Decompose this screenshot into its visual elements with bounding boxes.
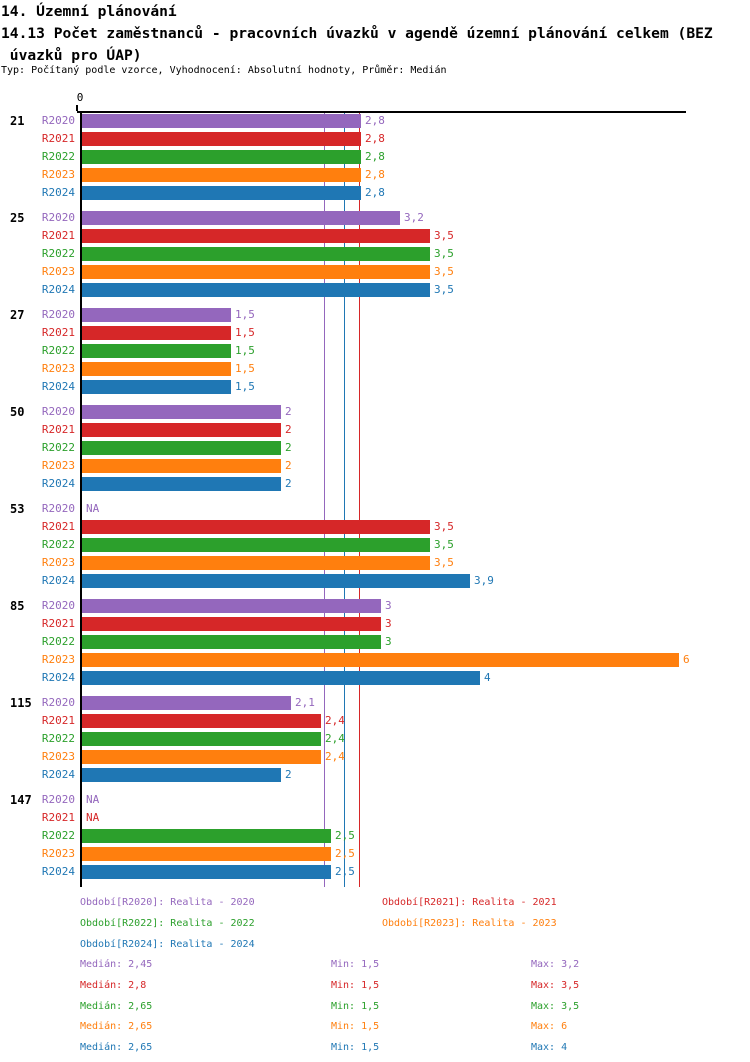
series-label: R2024 bbox=[41, 283, 75, 296]
bar bbox=[82, 653, 679, 667]
bar-value-label: 3,5 bbox=[434, 265, 454, 278]
bar bbox=[82, 283, 430, 297]
series-label: R2021 bbox=[41, 132, 75, 145]
series-label: R2020 bbox=[41, 793, 75, 806]
bar bbox=[82, 732, 321, 746]
group-label: 85 bbox=[10, 599, 25, 613]
legend-item: Období[R2022]: Realita - 2022 bbox=[80, 918, 255, 929]
group-label: 115 bbox=[10, 696, 32, 710]
bar bbox=[82, 168, 361, 182]
bar bbox=[82, 186, 361, 200]
bar bbox=[82, 150, 361, 164]
stat-min: Min: 1,5 bbox=[331, 980, 380, 991]
bar bbox=[82, 671, 480, 685]
bar-value-label: 2 bbox=[285, 477, 292, 490]
bar bbox=[82, 829, 331, 843]
bar bbox=[82, 617, 381, 631]
series-label: R2023 bbox=[41, 847, 75, 860]
bar-value-label: 3,2 bbox=[404, 211, 424, 224]
bar bbox=[82, 344, 231, 358]
bar-value-label: 3,5 bbox=[434, 556, 454, 569]
bar-value-label: 3 bbox=[385, 599, 392, 612]
bar bbox=[82, 265, 430, 279]
series-label: R2020 bbox=[41, 502, 75, 515]
na-value-label: NA bbox=[86, 793, 100, 806]
bar bbox=[82, 247, 430, 261]
series-label: R2023 bbox=[41, 750, 75, 763]
series-label: R2023 bbox=[41, 265, 75, 278]
bar-value-label: 6 bbox=[683, 653, 690, 666]
bar-value-label: 2,5 bbox=[335, 829, 355, 842]
bar-value-label: 2,4 bbox=[325, 732, 345, 745]
bar bbox=[82, 441, 281, 455]
x-axis-zero-label: 0 bbox=[76, 91, 84, 104]
na-value-label: NA bbox=[86, 502, 100, 515]
bar bbox=[82, 459, 281, 473]
series-label: R2024 bbox=[41, 477, 75, 490]
stat-median: Medián: 2,65 bbox=[80, 1021, 153, 1032]
series-label: R2020 bbox=[41, 211, 75, 224]
chart-meta: Typ: Počítaný podle vzorce, Vyhodnocení: Absolutní hodnoty, Průměr: Medián bbox=[1, 65, 447, 76]
bar bbox=[82, 132, 361, 146]
stat-min: Min: 1,5 bbox=[331, 959, 380, 970]
bar-value-label: 3,5 bbox=[434, 538, 454, 551]
bar-value-label: 2,8 bbox=[365, 186, 385, 199]
stat-median: Medián: 2,8 bbox=[80, 980, 147, 991]
legend-item: Období[R2020]: Realita - 2020 bbox=[80, 897, 255, 908]
bar-value-label: 3,5 bbox=[434, 229, 454, 242]
series-label: R2024 bbox=[41, 186, 75, 199]
series-label: R2022 bbox=[41, 635, 75, 648]
x-axis-line bbox=[77, 111, 686, 113]
bar bbox=[82, 229, 430, 243]
bar bbox=[82, 538, 430, 552]
stat-max: Max: 4 bbox=[531, 1042, 568, 1053]
bar-value-label: 1,5 bbox=[235, 326, 255, 339]
series-label: R2021 bbox=[41, 617, 75, 630]
bar-value-label: 2,8 bbox=[365, 168, 385, 181]
bar bbox=[82, 714, 321, 728]
bar-value-label: 2,1 bbox=[295, 696, 315, 709]
bar-value-label: 3,5 bbox=[434, 283, 454, 296]
bar-value-label: 2,8 bbox=[365, 114, 385, 127]
bar bbox=[82, 308, 231, 322]
bar-value-label: 3,5 bbox=[434, 520, 454, 533]
bar bbox=[82, 635, 381, 649]
series-label: R2022 bbox=[41, 441, 75, 454]
series-label: R2023 bbox=[41, 362, 75, 375]
bar-value-label: 2,8 bbox=[365, 132, 385, 145]
series-label: R2023 bbox=[41, 653, 75, 666]
legend-item: Období[R2024]: Realita - 2024 bbox=[80, 939, 255, 950]
series-label: R2022 bbox=[41, 247, 75, 260]
series-label: R2020 bbox=[41, 696, 75, 709]
stat-max: Max: 3,5 bbox=[531, 1001, 580, 1012]
bar bbox=[82, 847, 331, 861]
series-label: R2023 bbox=[41, 168, 75, 181]
bar-value-label: 1,5 bbox=[235, 344, 255, 357]
bar bbox=[82, 362, 231, 376]
bar-value-label: 2 bbox=[285, 459, 292, 472]
series-label: R2020 bbox=[41, 114, 75, 127]
stat-median: Medián: 2,45 bbox=[80, 959, 153, 970]
series-label: R2024 bbox=[41, 768, 75, 781]
bar bbox=[82, 211, 400, 225]
bar bbox=[82, 865, 331, 879]
bar-value-label: 4 bbox=[484, 671, 491, 684]
stat-median: Medián: 2,65 bbox=[80, 1001, 153, 1012]
series-label: R2022 bbox=[41, 150, 75, 163]
legend-item: Období[R2021]: Realita - 2021 bbox=[382, 897, 557, 908]
bar-value-label: 2 bbox=[285, 441, 292, 454]
series-label: R2020 bbox=[41, 405, 75, 418]
bar-value-label: 3 bbox=[385, 635, 392, 648]
series-label: R2021 bbox=[41, 326, 75, 339]
bar bbox=[82, 380, 231, 394]
bar bbox=[82, 405, 281, 419]
bar bbox=[82, 114, 361, 128]
bar bbox=[82, 768, 281, 782]
group-label: 27 bbox=[10, 308, 25, 322]
bar-value-label: 3,9 bbox=[474, 574, 494, 587]
series-label: R2023 bbox=[41, 556, 75, 569]
group-label: 21 bbox=[10, 114, 25, 128]
stat-min: Min: 1,5 bbox=[331, 1042, 380, 1053]
group-label: 147 bbox=[10, 793, 32, 807]
bar-value-label: 2,5 bbox=[335, 847, 355, 860]
bar bbox=[82, 423, 281, 437]
series-label: R2020 bbox=[41, 308, 75, 321]
bar bbox=[82, 574, 470, 588]
series-label: R2024 bbox=[41, 671, 75, 684]
stat-max: Max: 6 bbox=[531, 1021, 568, 1032]
bar-value-label: 2 bbox=[285, 768, 292, 781]
bar bbox=[82, 696, 291, 710]
bar-value-label: 2,4 bbox=[325, 714, 345, 727]
series-label: R2022 bbox=[41, 732, 75, 745]
series-label: R2024 bbox=[41, 380, 75, 393]
chart-title-line2: úvazků pro ÚAP) bbox=[1, 47, 142, 64]
series-label: R2021 bbox=[41, 811, 75, 824]
bar bbox=[82, 556, 430, 570]
bar bbox=[82, 520, 430, 534]
bar-value-label: 1,5 bbox=[235, 380, 255, 393]
na-value-label: NA bbox=[86, 811, 100, 824]
stat-min: Min: 1,5 bbox=[331, 1001, 380, 1012]
stat-min: Min: 1,5 bbox=[331, 1021, 380, 1032]
bar-value-label: 3,5 bbox=[434, 247, 454, 260]
series-label: R2022 bbox=[41, 829, 75, 842]
stat-median: Medián: 2,65 bbox=[80, 1042, 153, 1053]
bar-value-label: 1,5 bbox=[235, 362, 255, 375]
series-label: R2022 bbox=[41, 538, 75, 551]
bar bbox=[82, 477, 281, 491]
group-label: 53 bbox=[10, 502, 25, 516]
group-label: 50 bbox=[10, 405, 25, 419]
series-label: R2024 bbox=[41, 574, 75, 587]
bar-value-label: 2 bbox=[285, 405, 292, 418]
bar bbox=[82, 750, 321, 764]
stat-max: Max: 3,5 bbox=[531, 980, 580, 991]
series-label: R2021 bbox=[41, 423, 75, 436]
page-title: 14. Územní plánování bbox=[1, 3, 177, 20]
series-label: R2020 bbox=[41, 599, 75, 612]
stat-max: Max: 3,2 bbox=[531, 959, 580, 970]
bar-value-label: 3 bbox=[385, 617, 392, 630]
chart-title-line1: 14.13 Počet zaměstnanců - pracovních úvazků v agendě územní plánování celkem (BEZ bbox=[1, 25, 713, 42]
bar-value-label: 2 bbox=[285, 423, 292, 436]
bar-value-label: 2,5 bbox=[335, 865, 355, 878]
series-label: R2024 bbox=[41, 865, 75, 878]
series-label: R2022 bbox=[41, 344, 75, 357]
legend-item: Období[R2023]: Realita - 2023 bbox=[382, 918, 557, 929]
bar-value-label: 2,8 bbox=[365, 150, 385, 163]
bar bbox=[82, 599, 381, 613]
group-label: 25 bbox=[10, 211, 25, 225]
series-label: R2021 bbox=[41, 520, 75, 533]
bar bbox=[82, 326, 231, 340]
series-label: R2021 bbox=[41, 229, 75, 242]
series-label: R2021 bbox=[41, 714, 75, 727]
bar-value-label: 2,4 bbox=[325, 750, 345, 763]
series-label: R2023 bbox=[41, 459, 75, 472]
bar-value-label: 1,5 bbox=[235, 308, 255, 321]
